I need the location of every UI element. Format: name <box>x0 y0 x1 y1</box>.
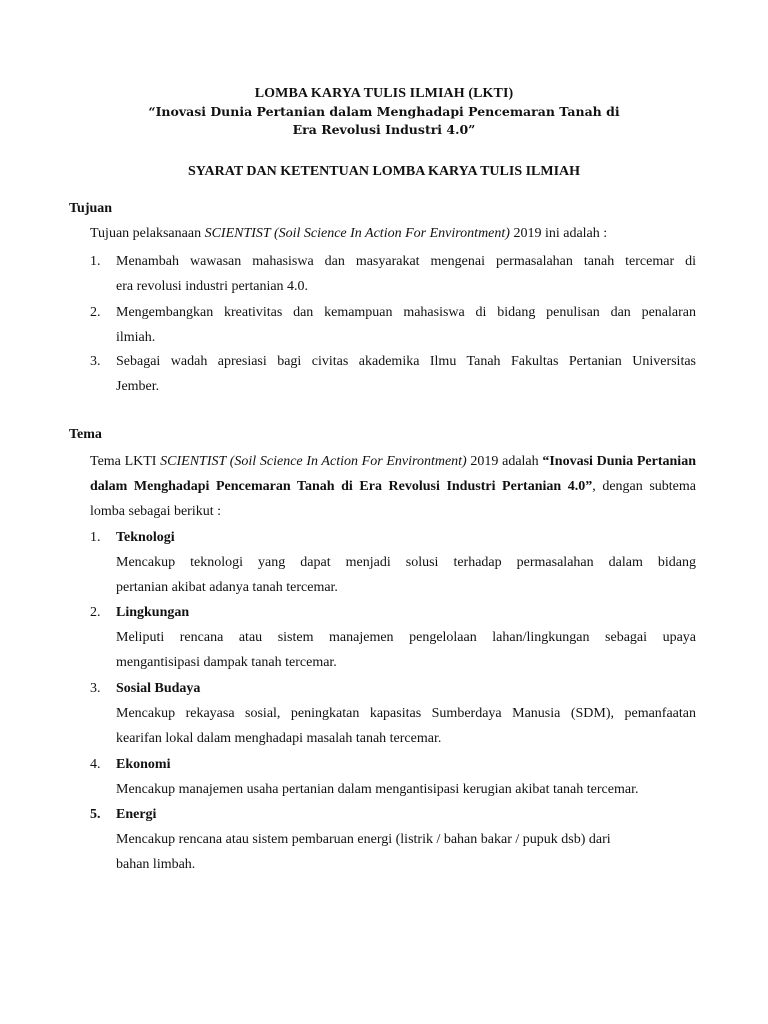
list-item-line-1: Menambah wawasan mahasiswa dan masyarakat mengenai permasalahan tanah tercemar di <box>116 254 696 269</box>
tema-intro-text-a: Tema LKTI <box>90 454 161 469</box>
list-item-line-1: Mencakup manajemen usaha pertanian dalam mengantisipasi kerugian akibat tanah tercemar. <box>116 782 639 797</box>
list-item-line-2: Jember. <box>116 379 160 394</box>
tujuan-intro <box>90 221 696 246</box>
title-line-3: Era Revolusi Industri 4.0” <box>292 122 476 137</box>
subtema-title: Lingkungan <box>116 605 190 620</box>
title-line-2: “Inovasi Dunia Pertanian dalam Menghadapi Pencemaran Tanah di <box>148 104 620 119</box>
list-item-line-1: Mengembangkan kreativitas dan kemampuan mahasiswa di bidang penulisan dan penalaran <box>116 305 696 320</box>
tema-intro <box>90 449 696 524</box>
tema-heading: Tema <box>69 427 102 442</box>
tema-intro-italic: SCIENTIST (Soil Science In Action For Environtment) <box>160 454 467 469</box>
list-number: 1. <box>90 254 101 269</box>
list-item-line-1: Sebagai wadah apresiasi bagi civitas akademika Ilmu Tanah Fakultas Pertanian Universitas <box>116 354 696 369</box>
list-number: 2. <box>90 305 101 320</box>
list-item-line-2: era revolusi industri pertanian 4.0. <box>116 279 309 294</box>
list-item-line-2: kearifan lokal dalam menghadapi masalah tanah tercemar. <box>116 731 442 746</box>
tujuan-intro-text-a: Tujuan pelaksanaan <box>90 226 205 241</box>
list-number: 5. <box>90 807 101 822</box>
list-number: 1. <box>90 530 101 545</box>
tujuan-intro-text-b: 2019 ini adalah : <box>509 226 608 241</box>
section-subheading: SYARAT DAN KETENTUAN LOMBA KARYA TULIS ILMIAH <box>187 164 581 179</box>
list-item-line-1: Mencakup teknologi yang dapat menjadi solusi terhadap permasalahan dalam bidang <box>116 555 696 570</box>
list-number: 3. <box>90 681 101 696</box>
list-number: 4. <box>90 757 101 772</box>
tujuan-heading: Tujuan <box>69 201 113 216</box>
tema-intro-text-b: 2019 adalah <box>466 454 543 469</box>
list-number: 3. <box>90 354 101 369</box>
subtema-title: Sosial Budaya <box>116 681 201 696</box>
list-item-line-1: Mencakup rencana atau sistem pembaruan energi (listrik / bahan bakar / pupuk dsb) dari <box>116 832 611 847</box>
tujuan-intro-italic: SCIENTIST (Soil Science In Action For Environtment) <box>204 226 510 241</box>
list-item-line-1: Meliputi rencana atau sistem manajemen pengelolaan lahan/lingkungan sebagai upaya <box>116 630 696 645</box>
tema-intro-text-c: , dengan subtema lomba sebagai berikut : <box>90 479 696 519</box>
subtema-title: Teknologi <box>116 530 175 545</box>
list-number: 2. <box>90 605 101 620</box>
document-title <box>0 85 768 139</box>
list-item-line-2: bahan limbah. <box>116 857 196 872</box>
list-item-line-1: Mencakup rekayasa sosial, peningkatan kapasitas Sumberdaya Manusia (SDM), pemanfaatan <box>116 706 696 721</box>
subtema-title: Energi <box>116 807 157 822</box>
subtema-title: Ekonomi <box>116 757 171 772</box>
list-item-line-2: pertanian akibat adanya tanah tercemar. <box>116 580 338 595</box>
tema-intro-bold: “Inovasi Dunia Pertanian dalam Menghadapi Pencemaran Tanah di Era Revolusi Industri Pertanian 4.0” <box>90 454 696 494</box>
list-item-line-2: mengantisipasi dampak tanah tercemar. <box>116 655 337 670</box>
list-item-line-2: ilmiah. <box>116 330 156 345</box>
title-line-1: LOMBA KARYA TULIS ILMIAH (LKTI) <box>254 86 514 101</box>
